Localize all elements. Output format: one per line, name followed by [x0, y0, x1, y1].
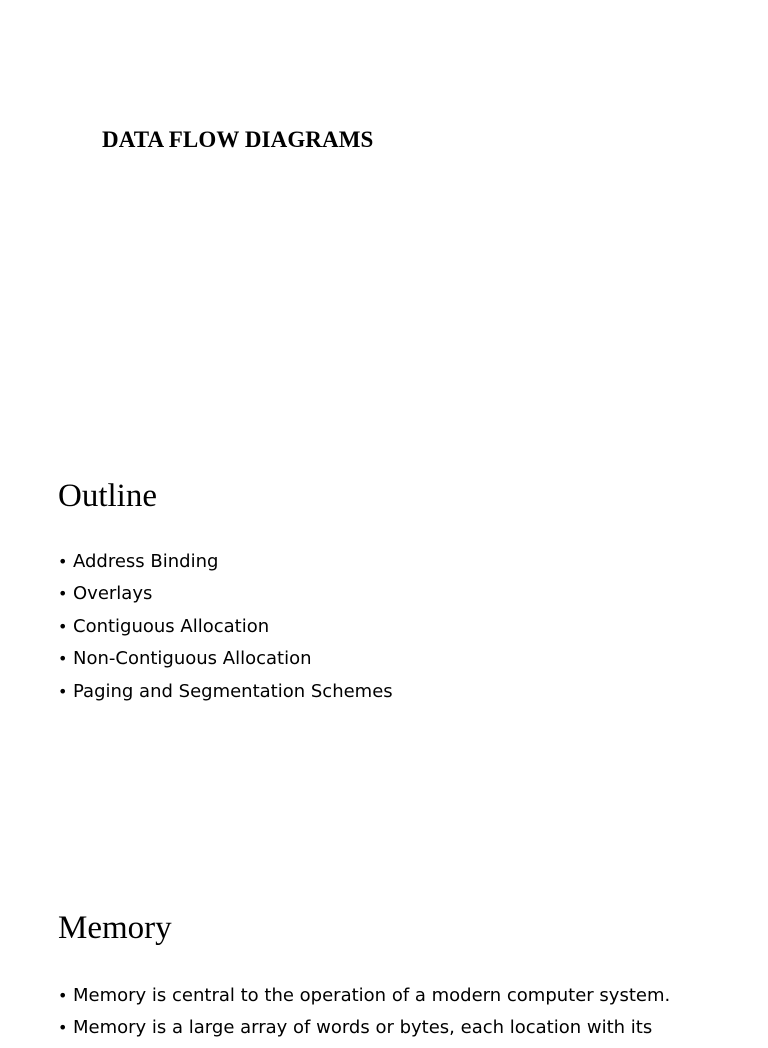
bullet-text: Paging and Segmentation Schemes — [73, 680, 393, 702]
bullet-icon: • — [58, 681, 68, 701]
bullet-item — [58, 646, 393, 678]
bullet-item — [58, 1015, 670, 1047]
bullet-icon: • — [58, 986, 68, 1005]
slide-outline — [0, 432, 768, 864]
memory-bullet-list — [58, 983, 670, 1048]
bullet-text: Overlays — [73, 583, 153, 605]
memory-heading: Memory — [58, 910, 172, 946]
slide-memory — [0, 864, 768, 1039]
bullet-item — [58, 983, 670, 1015]
slide-title — [0, 0, 768, 432]
bullet-text: Contiguous Allocation — [73, 615, 270, 637]
bullet-icon: • — [58, 1018, 68, 1038]
bullet-text: Memory is a large array of words or bytes, each location with its — [73, 1017, 653, 1039]
bullet-item — [58, 549, 393, 581]
bullet-text: Non-Contiguous Allocation — [73, 648, 312, 670]
bullet-item — [58, 581, 393, 613]
bullet-item — [58, 614, 393, 646]
bullet-icon: • — [58, 584, 68, 604]
bullet-text: Address Binding — [73, 551, 219, 572]
bullet-icon: • — [58, 552, 68, 571]
slide-title-heading: DATA FLOW DIAGRAMS — [102, 127, 374, 152]
bullet-text: Memory is central to the operation of a modern computer system. — [73, 985, 671, 1006]
bullet-item — [58, 679, 393, 711]
outline-heading: Outline — [58, 478, 157, 514]
bullet-icon: • — [58, 649, 68, 669]
outline-bullet-list — [58, 549, 393, 711]
bullet-icon: • — [58, 616, 68, 636]
